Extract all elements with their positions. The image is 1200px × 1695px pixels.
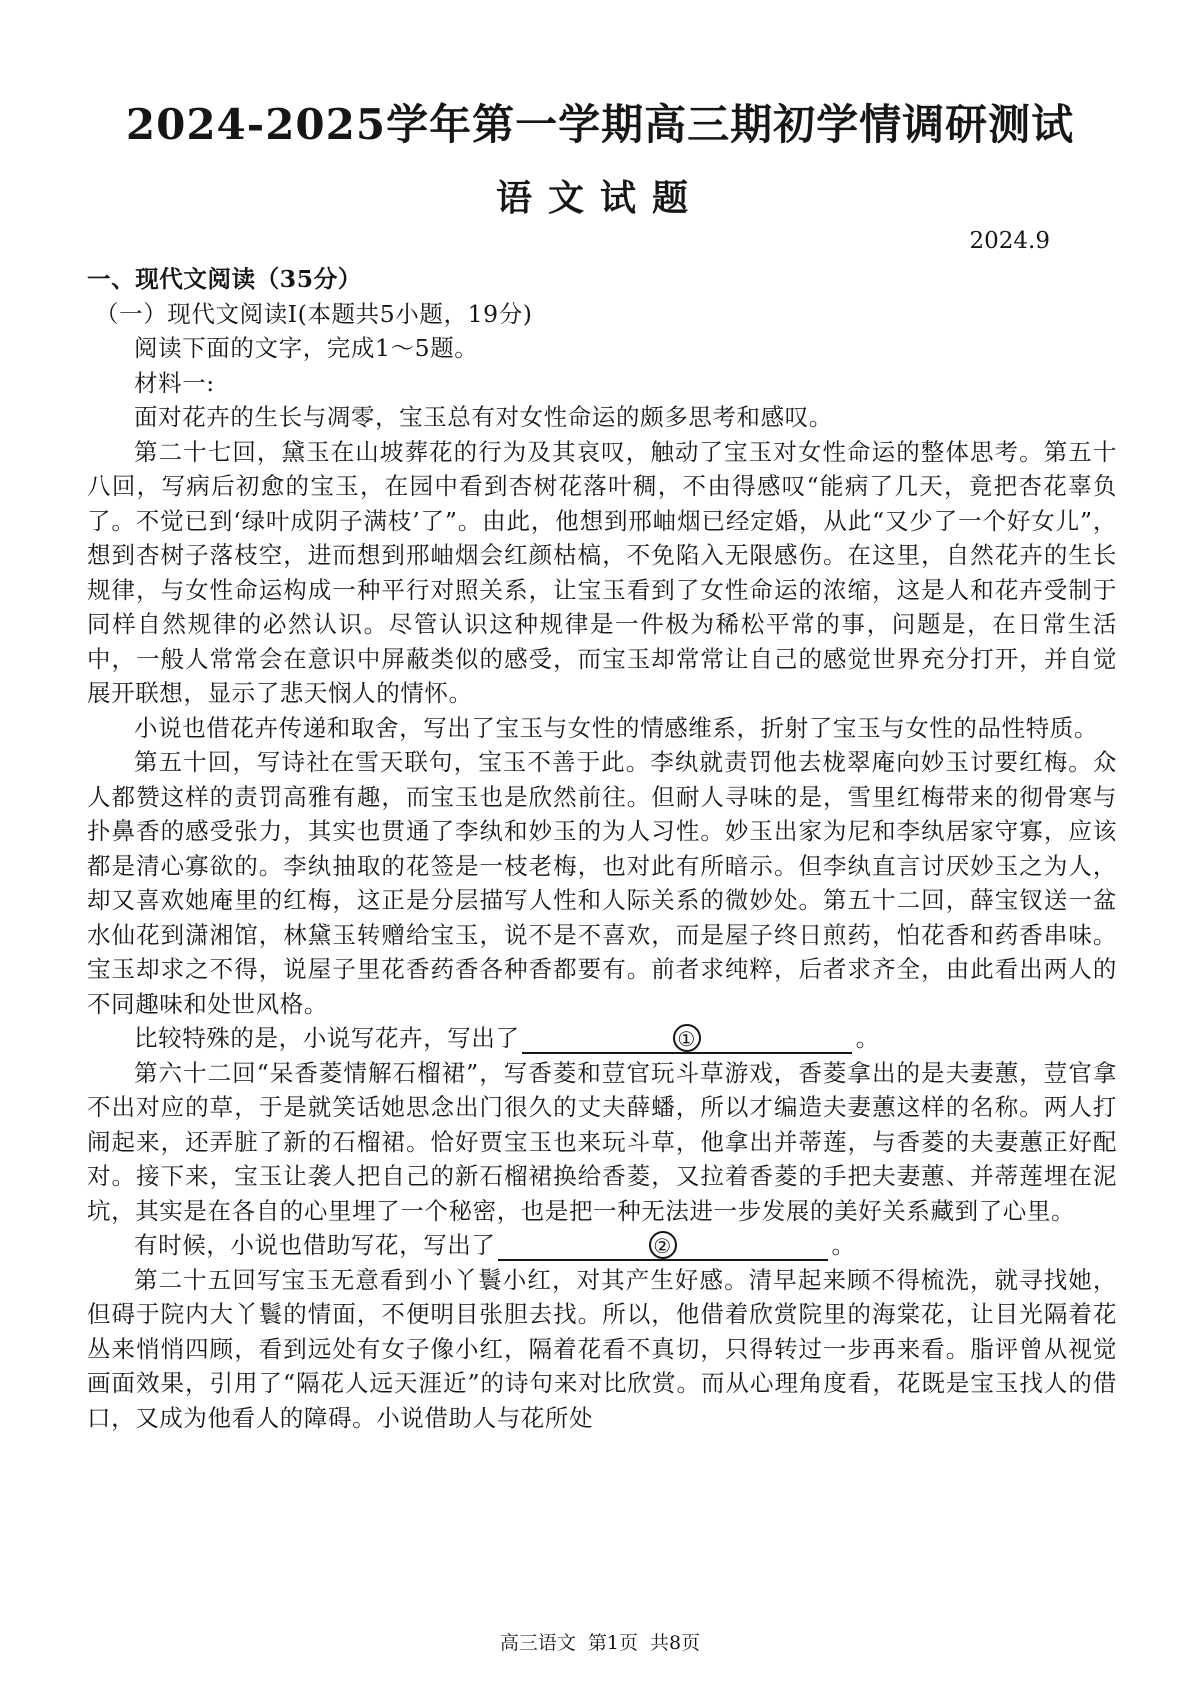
- reading-instruction: 阅读下面的文字，完成1～5题。: [134, 334, 479, 362]
- answer-blank-1[interactable]: [522, 1024, 852, 1054]
- page-footer: 高三语文 第1页 共8页: [499, 1632, 701, 1654]
- fill-in-blank-2: [87, 1228, 1117, 1263]
- fill-in-blank-1: [87, 1021, 1117, 1056]
- reading-section: [87, 262, 1117, 1435]
- paragraph: 第五十回，写诗社在雪天联句，宝玉不善于此。李纨就责罚他去栊翠庵向妙玉讨要红梅。众人都赞这样的责罚高雅有趣，而宝玉也是欣然前往。但耐人寻味的是，雪里红梅带来的彻骨寒与扑鼻香的感受张力，其实也贯通了李纨和妙玉的为人习性。妙玉出家为尼和李纨居家守寡，应该都是清心寡欲的。李纨抽取的花签是一枝老梅，也对此有所暗示。但李纨直言讨厌妙玉之为人，却又喜欢她庵里的红梅，这正是分层描写人性和人际关系的微妙处。第五十二回，薛宝钗送一盆水仙花到潇湘馆，林黛玉转赠给宝玉，说不是不喜欢，而是屋子终日煎药，怕花香和药香串味。宝玉却求之不得，说屋子里花香药香各种香都要有。前者求纯粹，后者求齐全，由此看出两人的不同趣味和处世风格。: [87, 748, 1117, 1018]
- paragraph: 小说也借花卉传递和取舍，写出了宝玉与女性的情感维系，折射了宝玉与女性的品性特质。: [134, 713, 1098, 742]
- exam-title: 2024-2025学年第一学期高三期初学情调研测试: [125, 100, 1075, 149]
- paragraph: 第二十五回写宝玉无意看到小丫鬟小红，对其产生好感。清早起来顾不得梳洗，就寻找她，但碍于院内大丫鬟的情面，不便明目张胆去找。所以，他借着欣赏院里的海棠花，让目光隔着花丛来悄悄四顾，看到远处有女子像小红，隔着花看不真切，只得转过一步再来看。脂评曾从视觉画面效果，引用了“隔花人远天涯近”的诗句来对比欣赏。而从心理角度看，花既是宝玉找人的借口，又成为他看人的障碍。小说借助人与花所处: [87, 1265, 1117, 1432]
- blank-2-end: 。: [831, 1231, 856, 1259]
- blank-1-end: 。: [855, 1024, 880, 1052]
- material-label: 材料一:: [134, 368, 215, 397]
- answer-blank-2[interactable]: [498, 1231, 828, 1261]
- paragraph: 面对花卉的生长与凋零，宝玉总有对女性命运的颇多思考和感叹。: [134, 403, 833, 431]
- paragraph: 第二十七回，黛玉在山坡葬花的行为及其哀叹，触动了宝玉对女性命运的整体思考。第五十八回，写病后初愈的宝玉，在园中看到杏树花落叶稠，不由得感叹“能病了几天，竟把杏花辜负了。不觉已到‘绿叶成阴子满枝’了”。由此，他想到邢岫烟已经定婚，从此“又少了一个好女儿”，想到杏树子落枝空，进而想到邢岫烟会红颜枯槁，不免陷入无限感伤。在这里，自然花卉的生长规律，与女性命运构成一种平行对照关系，让宝玉看到了女性命运的浓缩，这是人和花卉受制于同样自然规律的必然认识。尽管认识这种规律是一件极为稀松平常的事，问题是，在日常生活中，一般人常常会在意识中屏蔽类似的感受，而宝玉却常常让自己的感觉世界充分打开，并自觉展开联想，显示了悲天悯人的情怀。: [87, 437, 1117, 707]
- section-heading: 一、现代文阅读（35分）: [87, 265, 362, 293]
- paragraph: 第六十二回“呆香菱情解石榴裙”，写香菱和荳官玩斗草游戏，香菱拿出的是夫妻蕙，荳官拿不出对应的草，于是就笑话她思念出门很久的丈夫薛蟠，所以才编造夫妻蕙这样的名称。两人打闹起来，还弄脏了新的石榴裙。恰好贾宝玉也来玩斗草，他拿出并蒂莲，与香菱的夫妻蕙正好配对。接下来，宝玉让袭人把自己的新石榴裙换给香菱，又拉着香菱的手把夫妻蕙、并蒂莲埋在泥坑，其实是在各自的心里埋了一个秘密，也是把一种无法进一步发展的美好关系藏到了心里。: [87, 1058, 1117, 1225]
- exam-date: 2024.9: [969, 228, 1050, 254]
- subsection-heading: （一）现代文阅读Ⅰ(本题共5小题，19分): [95, 299, 533, 328]
- blank-2-marker: ②: [649, 1231, 677, 1259]
- blank-1-marker: ①: [673, 1024, 701, 1052]
- blank-2-prompt: 有时候，小说也借助写花，写出了: [134, 1231, 496, 1259]
- blank-1-prompt: 比较特殊的是，小说写花卉，写出了: [134, 1024, 520, 1052]
- exam-subtitle: 语文试题: [495, 177, 704, 219]
